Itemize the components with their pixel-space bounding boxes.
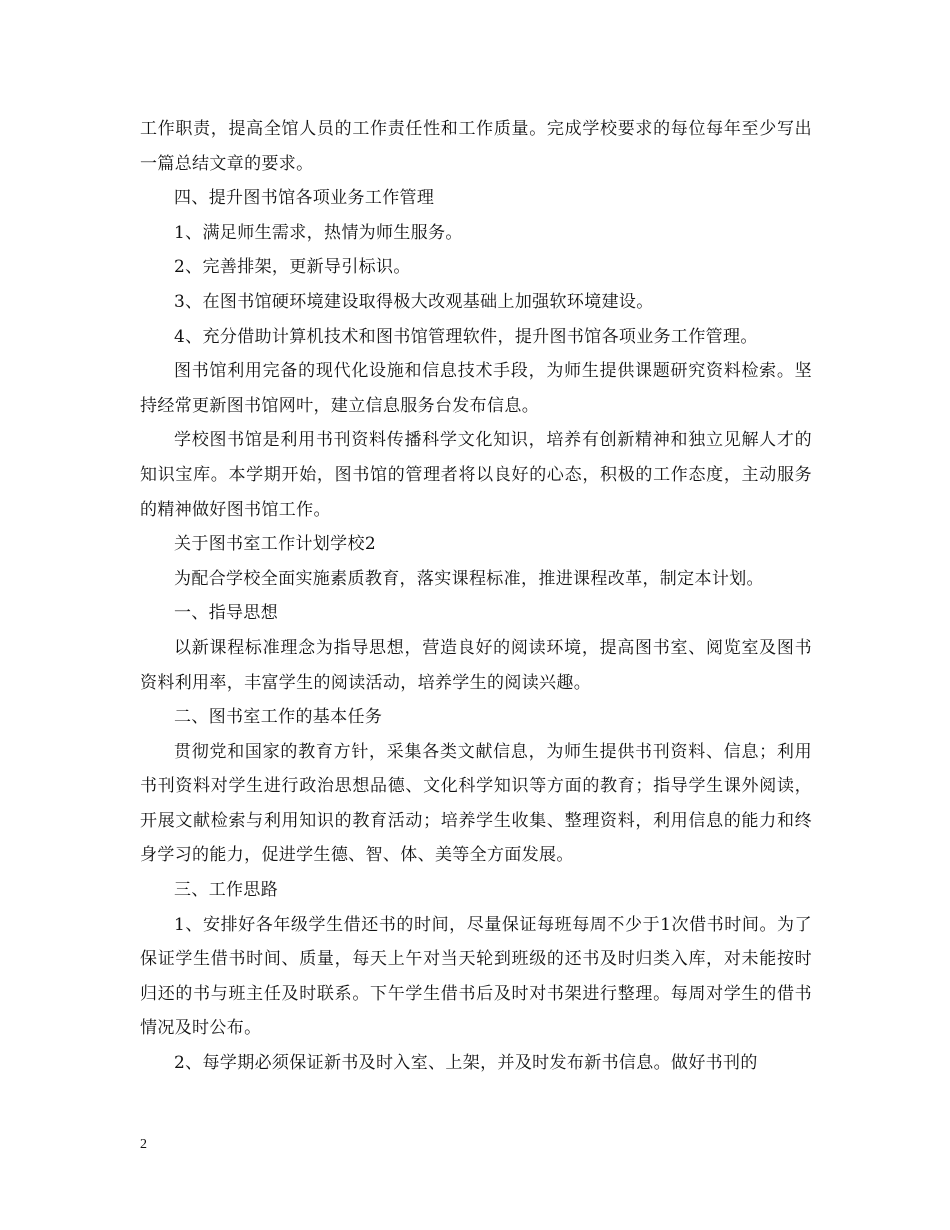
page-number: 2 <box>140 1137 147 1152</box>
paragraph: 1、满足师生需求，热情为师生服务。 <box>174 222 463 243</box>
paragraph: 以新课程标准理念为指导思想，营造良好的阅读环境，提高图书室、阅览室及图书资料利用率，丰富学生的阅读活动，培养学生的阅读兴趣。 <box>140 637 812 693</box>
paragraph: 4、充分借助计算机技术和图书馆管理软件，提升图书馆各项业务工作管理。 <box>174 326 758 347</box>
paragraph: 2、每学期必须保证新书及时入室、上架，并及时发布新书信息。做好书刊的 <box>174 1053 758 1074</box>
paragraph: 二、图书室工作的基本任务 <box>174 707 383 728</box>
paragraph: 2、完善排架，更新导引标识。 <box>174 257 411 278</box>
paragraph: 1、安排好各年级学生借还书的时间，尽量保证每班每周不少于1次借书时间。为了保证学生借书时间、质量，每天上午对当天轮到班级的还书及时归类入库，对未能按时归还的书与班主任及时联系。下午学生借书后及时对书架进行整理。每周对学生的借书情况及时公布。 <box>140 914 812 1039</box>
paragraph: 图书馆利用完备的现代化设施和信息技术手段，为师生提供课题研究资料检索。坚持经常更新图书馆网叶，建立信息服务台发布信息。 <box>140 361 812 416</box>
paragraph: 贯彻党和国家的教育方针，采集各类文献信息，为师生提供书刊资料、信息；利用书刊资料对学生进行政治思想品德、文化科学知识等方面的教育；指导学生课外阅读，开展文献检索与利用知识的教育活动；培养学生收集、整理资料，利用信息的能力和终身学习的能力，促进学生德、智、体、美等全方面发展。 <box>140 741 812 866</box>
paragraph: 工作职责，提高全馆人员的工作责任性和工作质量。完成学校要求的每位每年至少写出一篇总结文章的要求。 <box>140 119 812 174</box>
paragraph: 三、工作思路 <box>174 880 279 901</box>
paragraph: 学校图书馆是利用书刊资料传播科学文化知识，培养有创新精神和独立见解人才的知识宝库。本学期开始，图书馆的管理者将以良好的心态，积极的工作态度，主动服务的精神做好图书馆工作。 <box>140 430 812 520</box>
paragraph: 一、指导思想 <box>174 603 279 624</box>
paragraph: 关于图书室工作计划学校2 <box>174 534 377 555</box>
document-body <box>140 112 812 1081</box>
paragraph: 3、在图书馆硬环境建设取得极大改观基础上加强软环境建设。 <box>174 291 654 312</box>
paragraph: 四、提升图书馆各项业务工作管理 <box>174 188 435 209</box>
paragraph: 为配合学校全面实施素质教育，落实课程标准，推进课程改革，制定本计划。 <box>174 568 764 589</box>
